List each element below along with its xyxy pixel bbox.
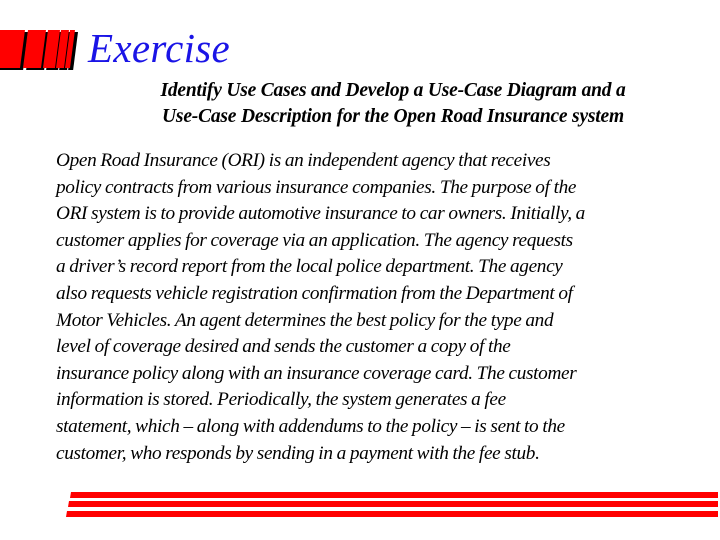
body-line: insurance policy along with an insurance coverage card. The customer (56, 362, 577, 384)
subtitle-line: Use-Case Description for the Open Road Insurance system (162, 106, 624, 127)
slide-subtitle (86, 78, 700, 130)
body-line: policy contracts from various insurance companies. The purpose of the (56, 176, 577, 198)
footer-stripes-icon (64, 490, 720, 520)
body-line: Motor Vehicles. An agent determines the best policy for the type and (56, 309, 554, 331)
body-line: level of coverage desired and sends the customer a copy of the (56, 336, 511, 358)
exercise-description (56, 148, 706, 467)
body-line: also requests vehicle registration confirmation from the Department of (56, 282, 573, 304)
slanted-bars-logo-icon (0, 30, 80, 70)
body-line: ORI system is to provide automotive insurance to car owners. Initially, a (56, 203, 585, 225)
body-line: a driver’s record report from the local police department. The agency (56, 256, 563, 278)
body-line: Open Road Insurance (ORI) is an independent agency that receives (56, 150, 551, 171)
body-line: customer, who responds by sending in a payment with the fee stub. (56, 442, 540, 464)
body-line: statement, which – along with addendums to the policy – is sent to the (56, 415, 565, 437)
subtitle-line: Identify Use Cases and Develop a Use-Case Diagram and a (160, 80, 626, 101)
body-line: information is stored. Periodically, the system generates a fee (56, 389, 506, 411)
body-line: customer applies for coverage via an application. The agency requests (56, 229, 573, 251)
slide-title: Exercise (88, 25, 231, 71)
